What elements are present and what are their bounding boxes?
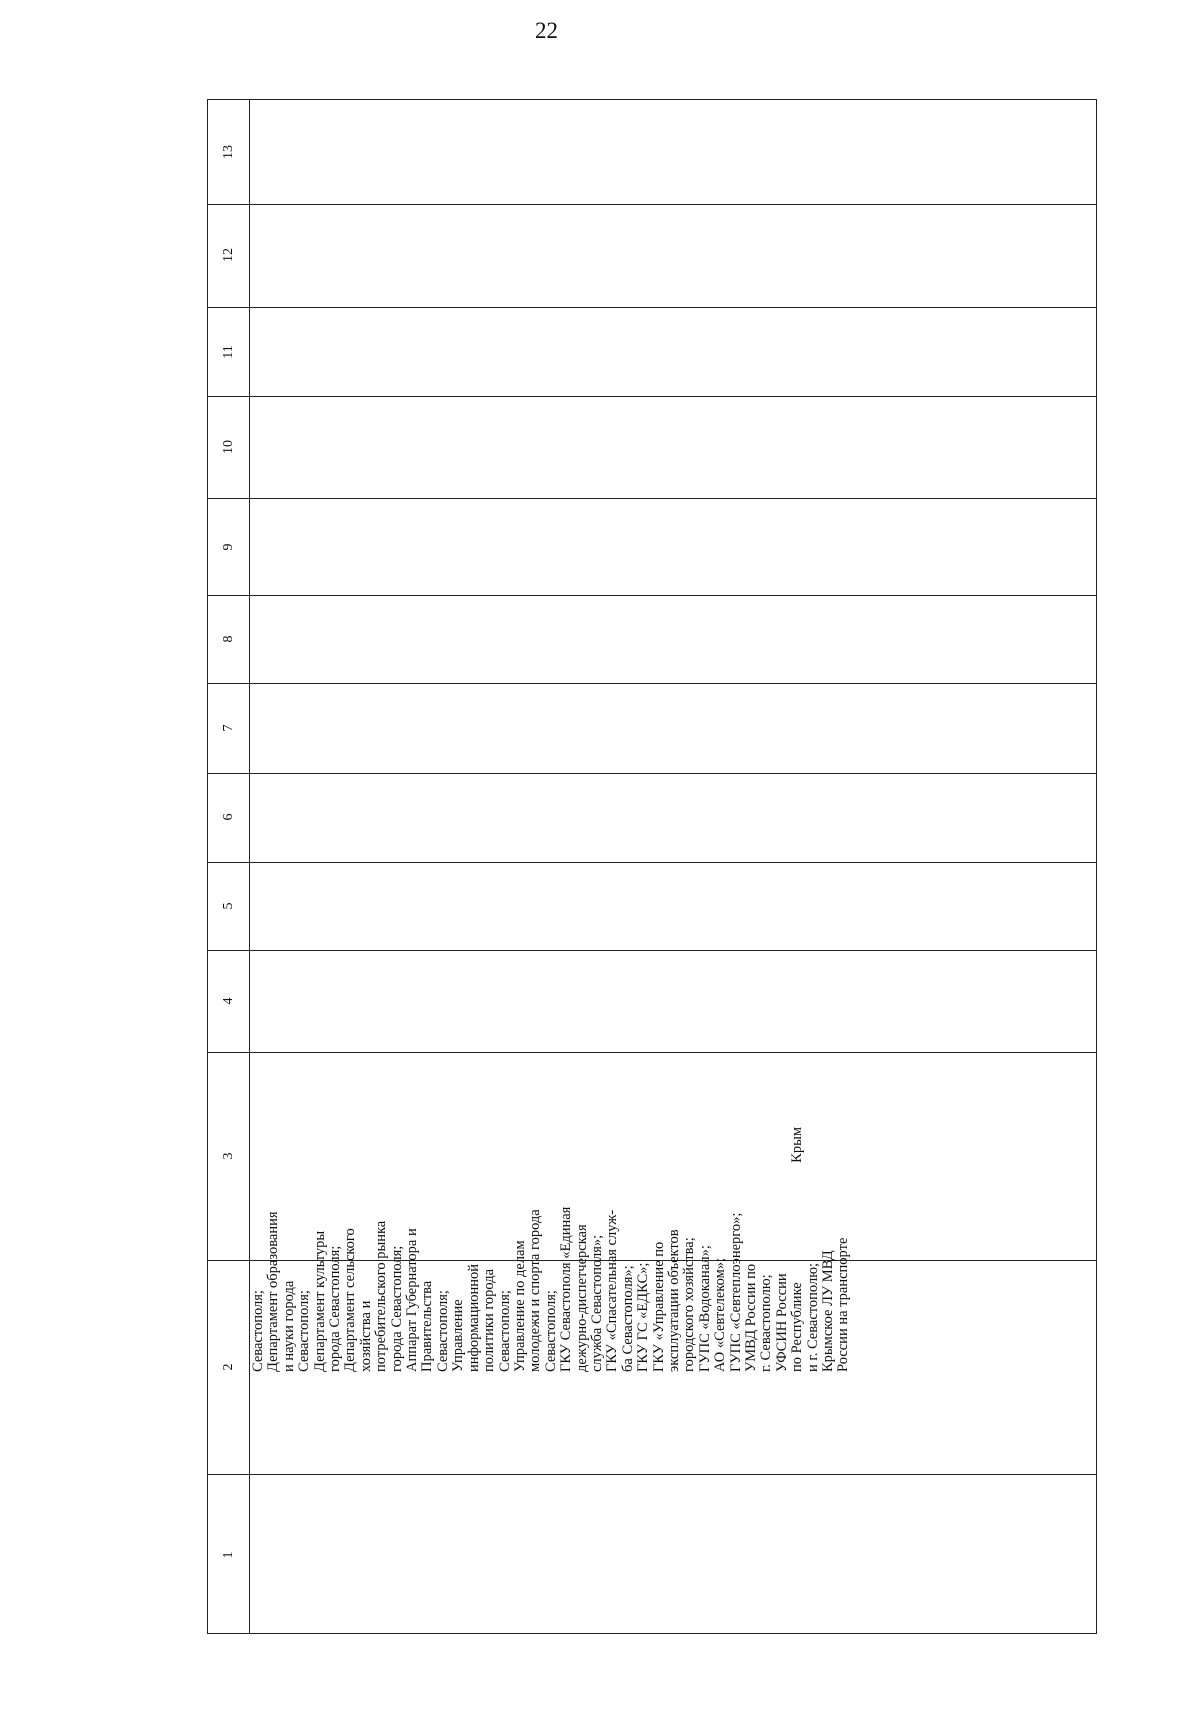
- column-2-text-line: города Севастополя;: [327, 1245, 344, 1372]
- column-2-text-line: УМВД России по: [743, 1263, 759, 1372]
- column-header-7: 7: [221, 724, 236, 732]
- column-header-13: 13: [221, 145, 236, 159]
- column-2-text-line: и науки города: [280, 1280, 297, 1372]
- column-2-text-line: Севастополя;: [296, 1290, 313, 1372]
- column-2-text-line: Крымское ЛУ МВД: [820, 1250, 837, 1372]
- column-2-text-line: АО «Севтелеком»;: [712, 1257, 729, 1372]
- column-divider: [208, 498, 1096, 499]
- column-2-text-line: Управление: [450, 1299, 467, 1372]
- column-2-text-line: дежурно-диспетчерская: [573, 1224, 590, 1372]
- column-2-text-line: молодежи и спорта города: [527, 1209, 544, 1372]
- column-2-text-line: Правительства: [419, 1280, 436, 1372]
- column-header-2: 2: [221, 1363, 236, 1371]
- column-2-text-line: хозяйства и: [357, 1300, 374, 1372]
- column-2-cell-text: [251, 538, 852, 1372]
- data-table: [207, 99, 1097, 1634]
- column-2-text-line: Департамент образования: [265, 1211, 282, 1372]
- column-header-5: 5: [221, 902, 236, 910]
- page-number: 22: [535, 18, 558, 43]
- column-2-text-line: ГКУ ГС «ЕДКС»;: [635, 1262, 652, 1372]
- column-divider: [208, 307, 1096, 308]
- column-2-text-line: ГКУ «Управление по: [650, 1241, 667, 1372]
- column-2-text-line: ГКУ Севастополя «Единая: [558, 1206, 575, 1372]
- column-2-text-line: Департамент культуры: [311, 1230, 328, 1372]
- column-2-text-line: Севастополя;: [496, 1290, 513, 1372]
- column-divider: [208, 396, 1096, 397]
- column-2-text-line: Севастополя;: [250, 1290, 266, 1372]
- column-divider: [208, 1474, 1096, 1475]
- column-2-text-line: Севастополя;: [542, 1290, 559, 1372]
- column-2-text-line: ба Севастополя»;: [619, 1265, 636, 1372]
- column-header-9: 9: [221, 543, 236, 551]
- column-header-6: 6: [221, 813, 236, 821]
- column-2-text-line: политики города: [481, 1268, 498, 1372]
- column-2-text-line: Департамент сельского: [342, 1228, 359, 1372]
- column-header-3: 3: [221, 1152, 236, 1160]
- column-header-4: 4: [221, 997, 236, 1005]
- column-header-10: 10: [221, 440, 236, 454]
- column-2-text-line: Аппарат Губернатора и: [404, 1228, 421, 1372]
- column-2-text-line: потребительского рынка: [373, 1220, 390, 1372]
- column-2-text-line: информационной: [465, 1263, 482, 1372]
- column-2-text-line: эксплуатации объектов: [665, 1229, 682, 1372]
- column-2-text-line: и г. Севастополю;: [804, 1262, 821, 1372]
- column-2-text-line: Управление по делам: [511, 1240, 528, 1372]
- column-2-text-line: служба Севастополя»;: [588, 1234, 605, 1372]
- column-2-text-line: России на транспорте: [835, 1237, 852, 1372]
- column-2-text-line: города Севастополя;: [388, 1245, 405, 1372]
- column-2-text-fragment: Крым: [789, 1127, 806, 1163]
- column-2-text-line: Севастополя;: [434, 1290, 451, 1372]
- column-header-1: 1: [221, 1551, 236, 1559]
- column-2-text-line: ГКУ «Спасательная служ-: [604, 1209, 621, 1372]
- column-header-11: 11: [221, 345, 236, 359]
- column-2-text-line: ГУПС «Водоканал»;: [696, 1245, 713, 1372]
- column-header-12: 12: [221, 248, 236, 262]
- column-2-text-line: ГУПС «Севтеплоэнерго»;: [727, 1212, 744, 1372]
- column-2-text-fragment: по Республике: [789, 1282, 806, 1372]
- column-2-text-line: [790, 1127, 805, 1372]
- column-2-text-line: УФСИН России: [773, 1273, 790, 1372]
- column-divider: [208, 204, 1096, 205]
- column-2-text-line: городского хозяйства;: [681, 1237, 698, 1372]
- column-2-text-line: г. Севастополю;: [758, 1274, 775, 1372]
- column-number-header-strip: [208, 100, 250, 1633]
- column-header-8: 8: [221, 635, 236, 643]
